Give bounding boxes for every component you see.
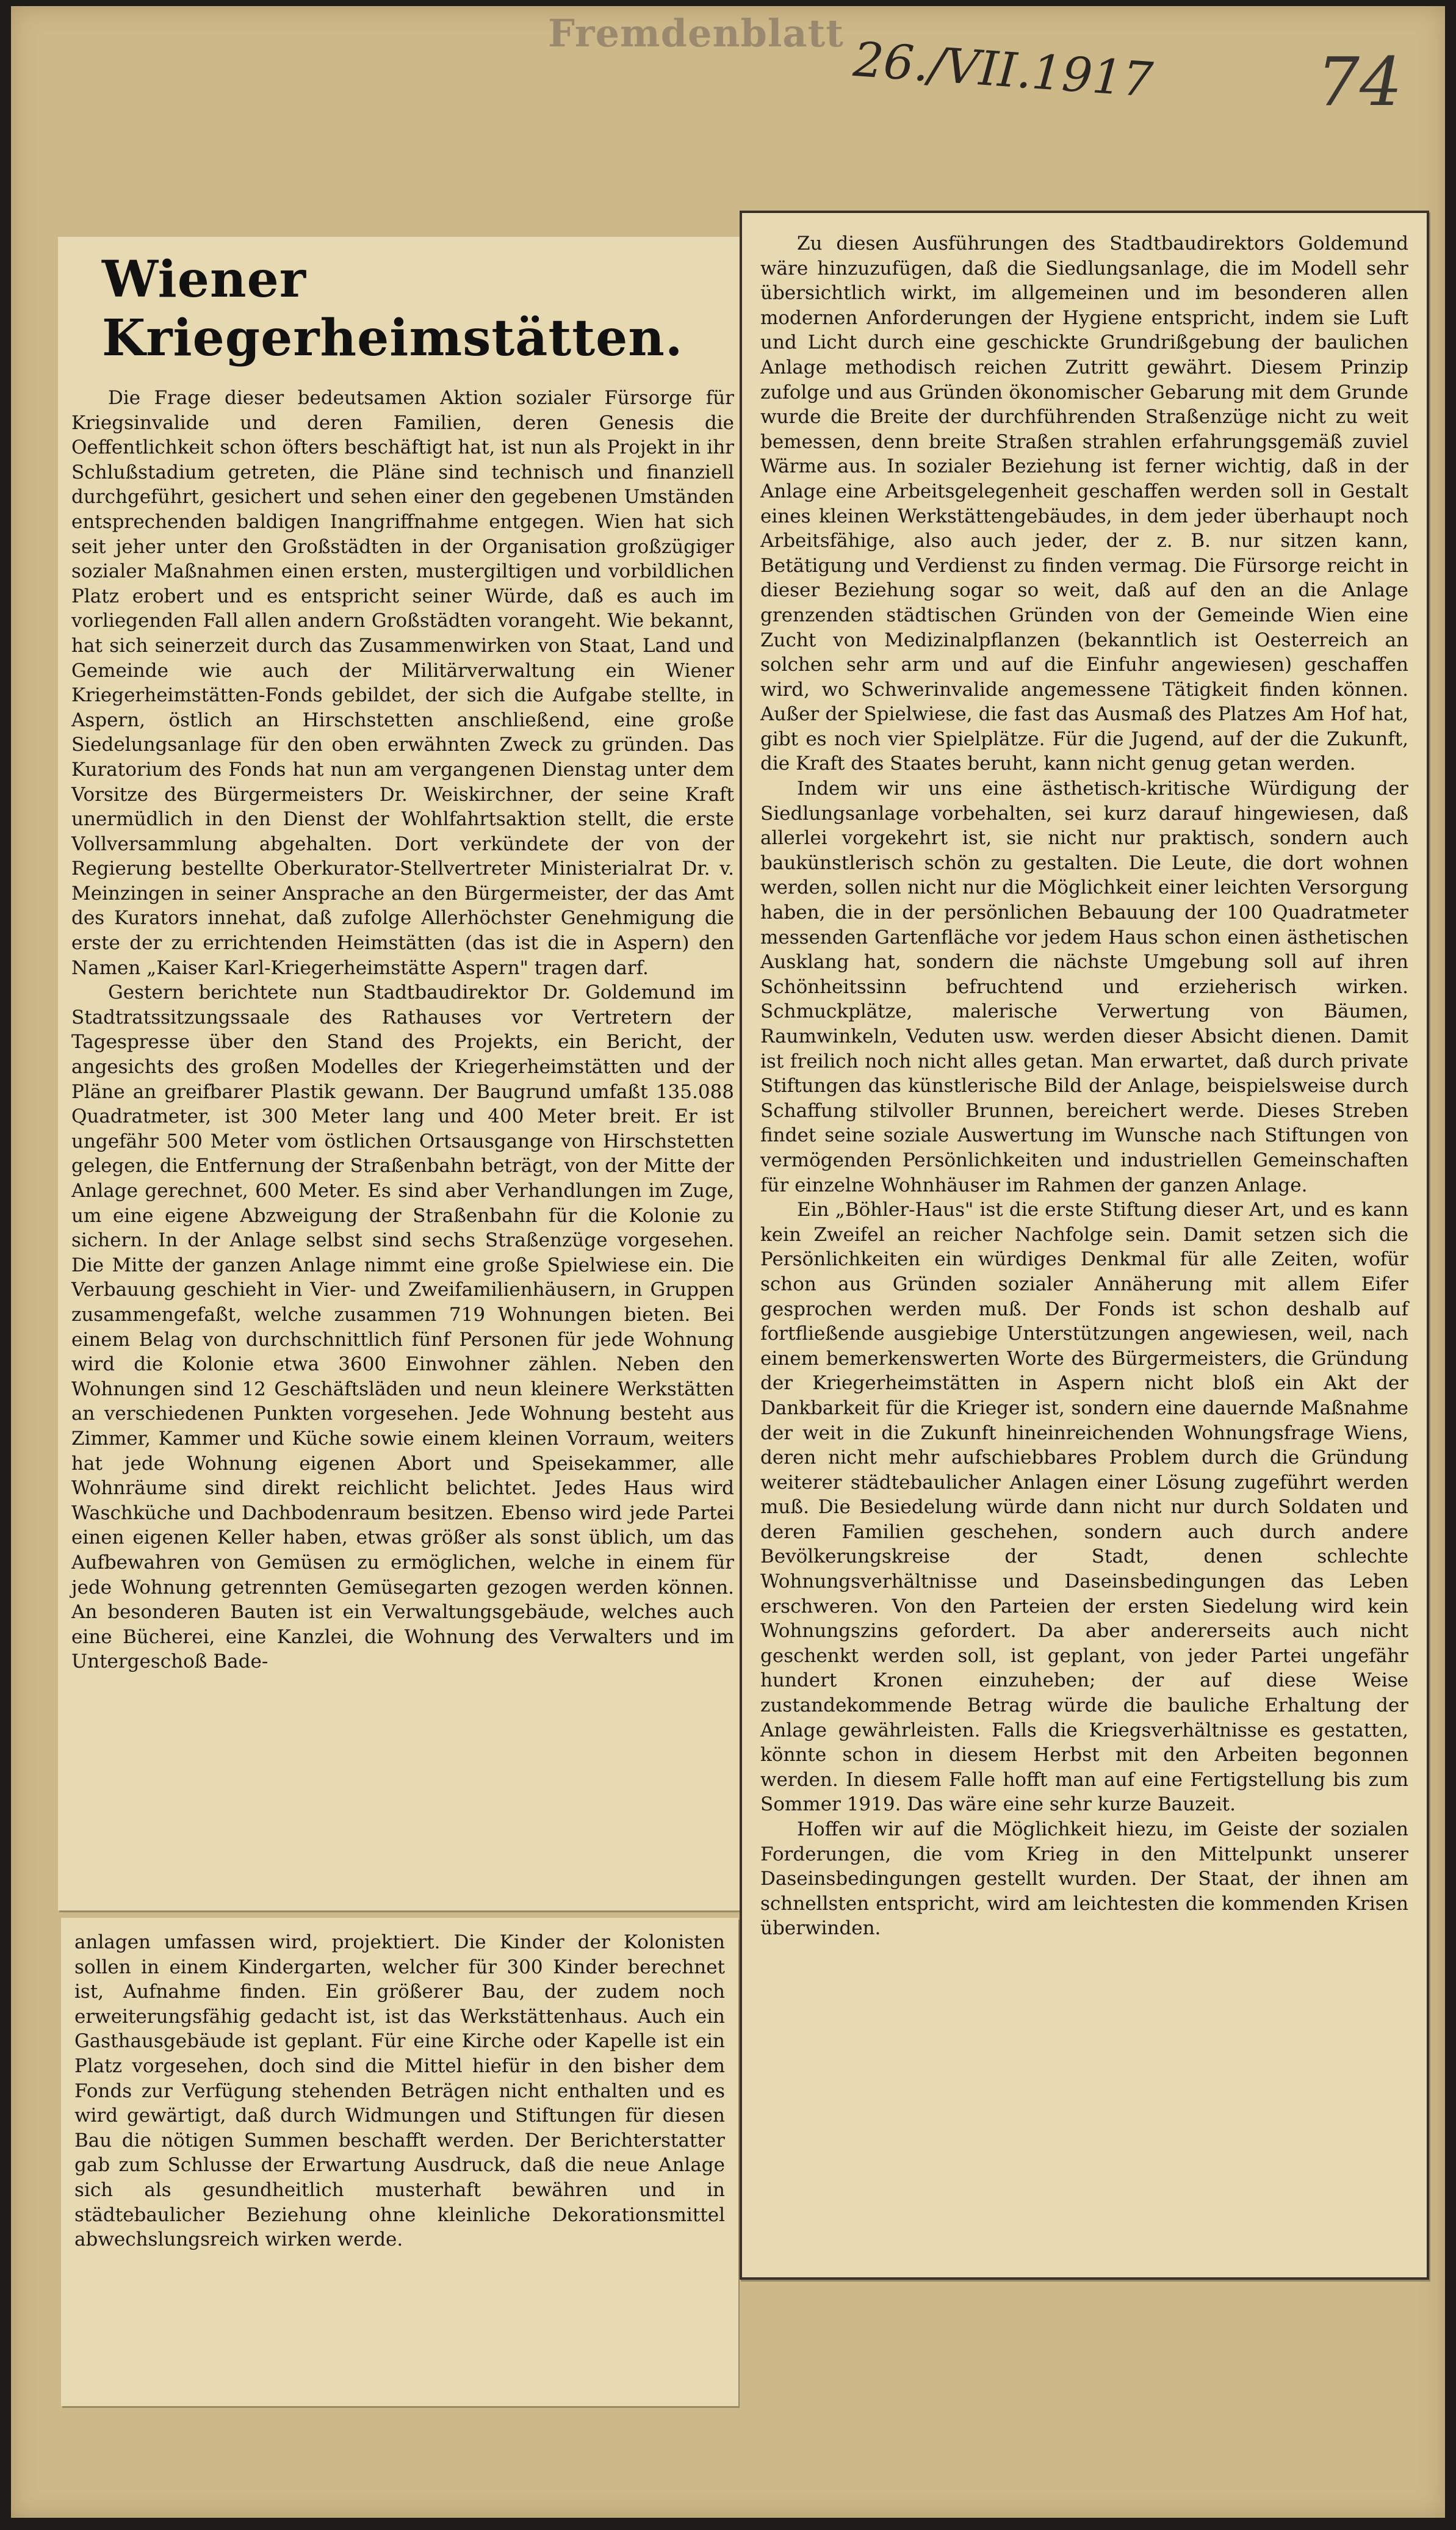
column-2-text [760,231,1408,1941]
clipping-column-2 [740,211,1429,2280]
paragraph: Gestern berichtete nun Stadtbaudirektor Dr. Goldemund im Stadtratssitzungssaale des Rathauses vor Vertretern der Tagespresse über den Stand des Projekts, ein Bericht, der angesichts des großen Modelles der Kriegerheimstätten und der Pläne an greifbarer Plastik gewann. Der Baugrund umfaßt 135.088 Quadratmeter, ist 300 Meter lang und 400 Meter breit. Er ist ungefähr 500 Meter vom östlichen Ortsausgange von Hirschstetten gelegen, die Entfernung der Straßenbahn beträgt, von der Mitte der Anlage gerechnet, 600 Meter. Es sind aber Verhandlungen im Zuge, um eine eigene Abzweigung der Straßenbahn für die Kolonie zu sichern. In der Anlage selbst sind sechs Straßenzüge vorgesehen. Die Mitte der ganzen Anlage nimmt eine große Spielwiese ein. Die Verbauung geschieht in Vier- und Zweifamilienhäusern, in Gruppen zusammengefaßt, welche zusammen 719 Wohnungen bieten. Bei einem Belag von durchschnittlich fünf Personen für jede Wohnung wird die Kolonie etwa 3600 Einwohner zählen. Neben den Wohnungen sind 12 Geschäftsläden und neun kleinere Werkstätten an verschiedenen Punkten vorgesehen. Jede Wohnung besteht aus Zimmer, Kammer und Küche sowie einem kleinen Vorraum, weiters hat jede Wohnung eigenen Abort und Speisekammer, alle Wohnräume sind direkt reichlicht belichtet. Jedes Haus wird Waschküche und Dachbodenraum besitzen. Ebenso wird jede Partei einen eigenen Keller haben, etwas größer als sonst üblich, um das Aufbewahren von Gemüsen zu ermöglichen, welche in einem für jede Wohnung getrennten Gemüsegarten gezogen werden können. An besonderen Bauten ist ein Verwaltungsgebäude, welches auch eine Bücherei, eine Kanzlei, die Wohnung des Verwalters und im Untergeschoß Bade- [71,981,734,1673]
handwritten-number: 74 [1317,43,1402,121]
column-1-continued-text [74,1930,725,2252]
paragraph: Die Frage dieser bedeutsamen Aktion sozialer Fürsorge für Kriegsinvalide und deren Familien, deren Genesis die Oeffentlichkeit schon öfters beschäftigt hat, ist nun als Projekt in ihr Schlußstadium getreten, die Pläne sind technisch und finanziell durchgeführt, gesichert und sehen einer den gegebenen Umständen entsprechenden baldigen Inangriffnahme entgegen. Wien hat sich seit jeher unter den Großstädten in der Organisation großzügiger sozialer Maßnahmen einen ersten, mustergiltigen und vorbildlichen Platz erobert und es entspricht seiner Würde, daß es auch im vorliegenden Fall allen andern Großstädten vorangeht. Wie bekannt, hat sich seinerzeit durch das Zusammenwirken von Staat, Land und Gemeinde wie auch der Militärverwaltung ein Wiener Kriegerheimstätten-Fonds gebildet, der sich die Aufgabe stellte, in Aspern, östlich an Hirschstetten anschließend, eine große Siedelungsanlage für den oben erwähnten Zweck zu gründen. Das Kuratorium des Fonds hat nun am vergangenen Dienstag unter dem Vorsitze des Bürgermeisters Dr. Weiskirchner, der seine Kraft unermüdlich in den Dienst der Wohlfahrtsaktion stellt, die erste Vollversammlung abgehalten. Dort verkündete der von der Regierung bestellte Oberkurator-Stellvertreter Ministerialrat Dr. v. Meinzingen in seiner Ansprache an den Bürgermeister, der das Amt des Kurators innehat, daß zufolge Allerhöchster Genehmigung die erste der zu errichtenden Heimstätten (das ist die in Aspern) den Namen „Kaiser Karl-Kriegerheimstätte Aspern" tragen darf. [71,387,734,979]
paragraph: Indem wir uns eine ästhetisch-kritische Würdigung der Siedlungsanlage vorbehalten, sei kurz darauf hingewiesen, daß allerlei vorgekehrt ist, sie nicht nur praktisch, sondern auch baukünstlerisch schön zu gestalten. Die Leute, die dort wohnen werden, sollen nicht nur die Möglichkeit einer leichten Versorgung haben, die in der persönlichen Bebauung der 100 Quadratmeter messenden Gartenfläche vor jedem Haus schon einen ästhetischen Ausklang hat, sondern die nächste Umgebung soll auf ihren Schönheitssinn befruchtend und erzieherisch wirken. Schmuckplätze, malerische Verwertung von Bäumen, Raumwinkeln, Veduten usw. werden dieser Absicht dienen. Damit ist freilich noch nicht alles getan. Man erwartet, daß durch private Stiftungen das künstlerische Bild der Anlage, beispielsweise durch Schaffung stilvoller Brunnen, bereichert werde. Dieses Streben findet seine soziale Auswertung im Wunsche nach Stiftungen von vermögenden Persönlichkeiten und industriellen Gemeinschaften für einzelne Wohnhäuser im Rahmen der ganzen Anlage. [760,778,1408,1196]
clipping-column-1-continued [61,1918,738,2406]
paragraph: anlagen umfassen wird, projektiert. Die Kinder der Kolonisten sollen in einem Kindergarten, welcher für 300 Kinder berechnet ist, Aufnahme finden. Ein größerer Bau, der zudem noch erweiterungsfähig gedacht ist, ist das Werkstättenhaus. Auch ein Gasthausgebäude ist geplant. Für eine Kirche oder Kapelle ist ein Platz vorgesehen, doch sind die Mittel hiefür in den bisher dem Fonds zur Verfügung stehenden Beträgen nicht enthalten und es wird gewärtigt, daß durch Widmungen und Stiftungen für diesen Bau die nötigen Summen beschafft werden. Der Berichterstatter gab zum Schlusse der Erwartung Ausdruck, daß die neue Anlage sich als gesundheitlich musterhaft bewähren und in städtebaulicher Beziehung ohne kleinliche Dekorationsmittel abwechslungsreich wirken werde. [74,1931,725,2251]
clipping-column-1 [58,237,748,1910]
paragraph: Ein „Böhler-Haus" ist die erste Stiftung dieser Art, und es kann kein Zweifel an reicher Nachfolge sein. Damit setzen sich die Persönlichkeiten ein würdiges Denkmal für alle Zeiten, wofür schon aus Gründen sozialer Annäherung mit allem Eifer gesprochen werden muß. Der Fonds ist schon deshalb auf fortfließende ausgiebige Unterstützungen angewiesen, weil, nach einem bemerkenswerten Worte des Bürgermeisters, die Gründung der Kriegerheimstätten in Aspern nicht bloß ein Akt der Dankbarkeit für die Krieger ist, sondern eine dauernde Maßnahme der weit in die Zukunft hineinreichenden Wohnungsfrage Wiens, deren nicht mehr aufschiebbares Problem durch die Gründung weiterer städtebaulicher Anlagen einer Lösung zugeführt werden muß. Die Besiedelung würde dann nicht nur durch Soldaten und deren Familien geschehen, sondern auch durch andere Bevölkerungskreise der Stadt, denen schlechte Wohnungsverhältnisse und Daseinsbedingungen das Leben erschweren. Von den Parteien der ersten Siedelung wird kein Wohnungszins gefordert. Da aber andererseits auch nicht geschenkt werden soll, ist geplant, von jeder Partei ungefähr hundert Kronen einzuheben; der auf diese Weise zustandekommende Betrag würde die bauliche Erhaltung der Anlage gewährleisten. Falls die Kriegsverhältnisse es gestatten, könnte schon in diesem Herbst mit den Arbeiten begonnen werden. In diesem Falle hofft man auf eine Fertigstellung bis zum Sommer 1919. Das wäre eine sehr kurze Bauzeit. [760,1199,1408,1816]
paragraph: Hoffen wir auf die Möglichkeit hiezu, im Geiste der sozialen Forderungen, die vom Krieg in den Mittelpunkt unserer Daseinsbedingungen gestellt wurden. Der Staat, der ihnen am schnellsten entspricht, wird am leichtesten die kommenden Krisen überwinden. [760,1818,1408,1940]
paragraph: Zu diesen Ausführungen des Stadtbaudirektors Goldemund wäre hinzuzufügen, daß die Siedlungsanlage, die im Modell sehr übersichtlich wirkt, im allgemeinen und im besonderen allen modernen Anforderungen der Hygiene entspricht, indem sie Luft und Licht durch eine geschickte Grundrißgebung der baulichen Anlage methodisch reichen Zutritt gewährt. Diesem Prinzip zufolge und aus Gründen ökonomischer Gebarung mit dem Grunde wurde die Breite der durchführenden Straßenzüge nicht zu weit bemessen, denn breite Straßen strahlen erfahrungsgemäß zuviel Wärme aus. In sozialer Beziehung ist ferner wichtig, daß in der Anlage eine Arbeitsgelegenheit geschaffen werden soll in Gestalt eines kleinen Werkstättengebäudes, in dem jeder überhaupt noch Arbeitsfähige, also auch jeder, der z. B. nur sitzen kann, Betätigung und Verdienst zu finden vermag. Die Fürsorge reicht in dieser Beziehung sogar so weit, daß auf den an die Anlage grenzenden städtischen Gründen von der Gemeinde Wien eine Zucht von Medizinalpflanzen (bekanntlich ist Oesterreich an solchen sehr arm und auf die Einfuhr angewiesen) geschaffen wird, wo Schwerinvalide angemessene Tätigkeit finden können. Außer der Spielwiese, die fast das Ausmaß des Platzes Am Hof hat, gibt es noch vier Spielplätze. Für die Jugend, auf der die Zukunft, die Kraft des Staates beruht, kann nicht genug getan werden. [760,233,1408,775]
article-headline: Wiener Kriegerheimstätten. [102,250,683,367]
column-1-text [71,386,734,1674]
masthead-stamp: Fremdenblatt [548,11,844,56]
handwritten-date: 26./VII.1917 [851,32,1155,109]
